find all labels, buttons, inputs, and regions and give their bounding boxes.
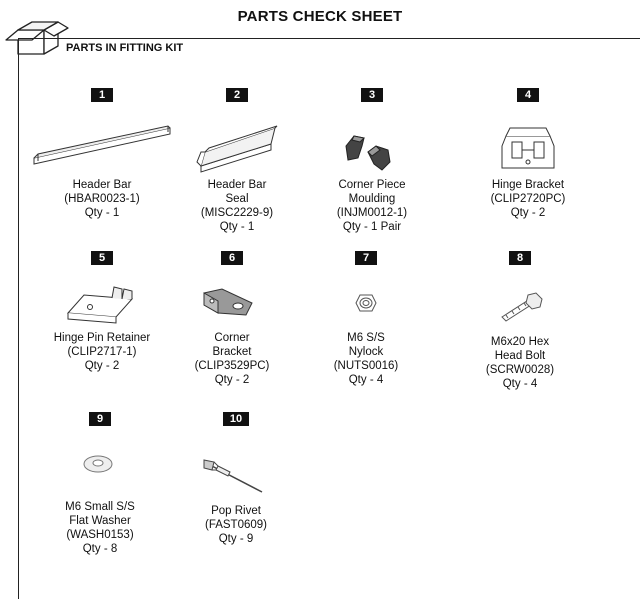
part-number-badge: 8 [509,251,531,265]
part-name: M6 S/S [347,332,385,344]
hex-head-bolt-icon [450,269,590,335]
header-bar-seal-icon [167,106,307,178]
part-number-badge: 10 [223,412,249,426]
part-code: (CLIP2717-1) [67,346,137,358]
part-number-badge: 3 [361,88,383,102]
part-qty: Qty - 2 [510,207,546,219]
corner-bracket-icon [162,269,302,331]
part-code: (FAST0609) [205,519,267,531]
part-qty: Qty - 9 [218,533,254,545]
part-name-line2: Head Bolt [494,350,546,362]
hinge-bracket-icon [458,106,598,178]
header-bar-icon [32,106,172,178]
part-item [32,251,172,373]
part-name: M6x20 Hex [490,336,550,348]
hinge-pin-retainer-icon [32,269,172,331]
part-code: (NUTS0016) [333,360,399,372]
part-name-line2: Seal [225,193,249,205]
part-number-badge: 7 [355,251,377,265]
part-code: (MISC2229-9) [200,207,274,219]
part-qty: Qty - 1 Pair [342,221,402,233]
part-item [32,88,172,220]
part-item [30,412,170,556]
part-name: Hinge Pin Retainer [53,332,151,344]
part-item [296,251,436,387]
part-name: Header Bar [72,179,132,191]
part-code: (CLIP3529PC) [194,360,270,372]
nylock-nut-icon [296,269,436,331]
part-qty: Qty - 8 [82,543,118,555]
part-number-badge: 5 [91,251,113,265]
part-code: (INJM0012-1) [336,207,408,219]
part-code: (WASH0153) [66,529,134,541]
part-name: Corner [214,332,250,344]
part-item [302,88,442,234]
part-code: (SCRW0028) [485,364,555,376]
page-title: PARTS CHECK SHEET [237,8,403,25]
part-item [450,251,590,391]
part-qty: Qty - 4 [348,374,384,386]
corner-piece-moulding-icon [302,106,442,178]
pop-rivet-icon [166,430,306,504]
part-item [166,412,306,546]
part-name: Hinge Bracket [491,179,565,191]
part-name-line2: Flat Washer [69,515,131,527]
part-number-badge: 4 [517,88,539,102]
part-name: Pop Rivet [211,505,261,517]
part-name-line2: Nylock [348,346,384,358]
part-code: (HBAR0023-1) [64,193,140,205]
part-number-badge: 6 [221,251,243,265]
part-name-line2: Bracket [212,346,252,358]
part-name-line2: Moulding [348,193,396,205]
part-qty: Qty - 4 [502,378,538,390]
part-qty: Qty - 1 [84,207,120,219]
part-item [458,88,598,220]
part-item [162,251,302,387]
part-code: (CLIP2720PC) [490,193,566,205]
part-number-badge: 2 [226,88,248,102]
part-qty: Qty - 2 [214,374,250,386]
part-name: M6 Small S/S [65,501,135,513]
part-name: Header Bar [207,179,267,191]
part-name: Corner Piece [338,179,406,191]
part-number-badge: 1 [91,88,113,102]
part-item [167,88,307,234]
part-qty: Qty - 1 [219,221,255,233]
part-number-badge: 9 [89,412,111,426]
flat-washer-icon [30,430,170,500]
part-qty: Qty - 2 [84,360,120,372]
section-title: PARTS IN FITTING KIT [66,42,184,54]
